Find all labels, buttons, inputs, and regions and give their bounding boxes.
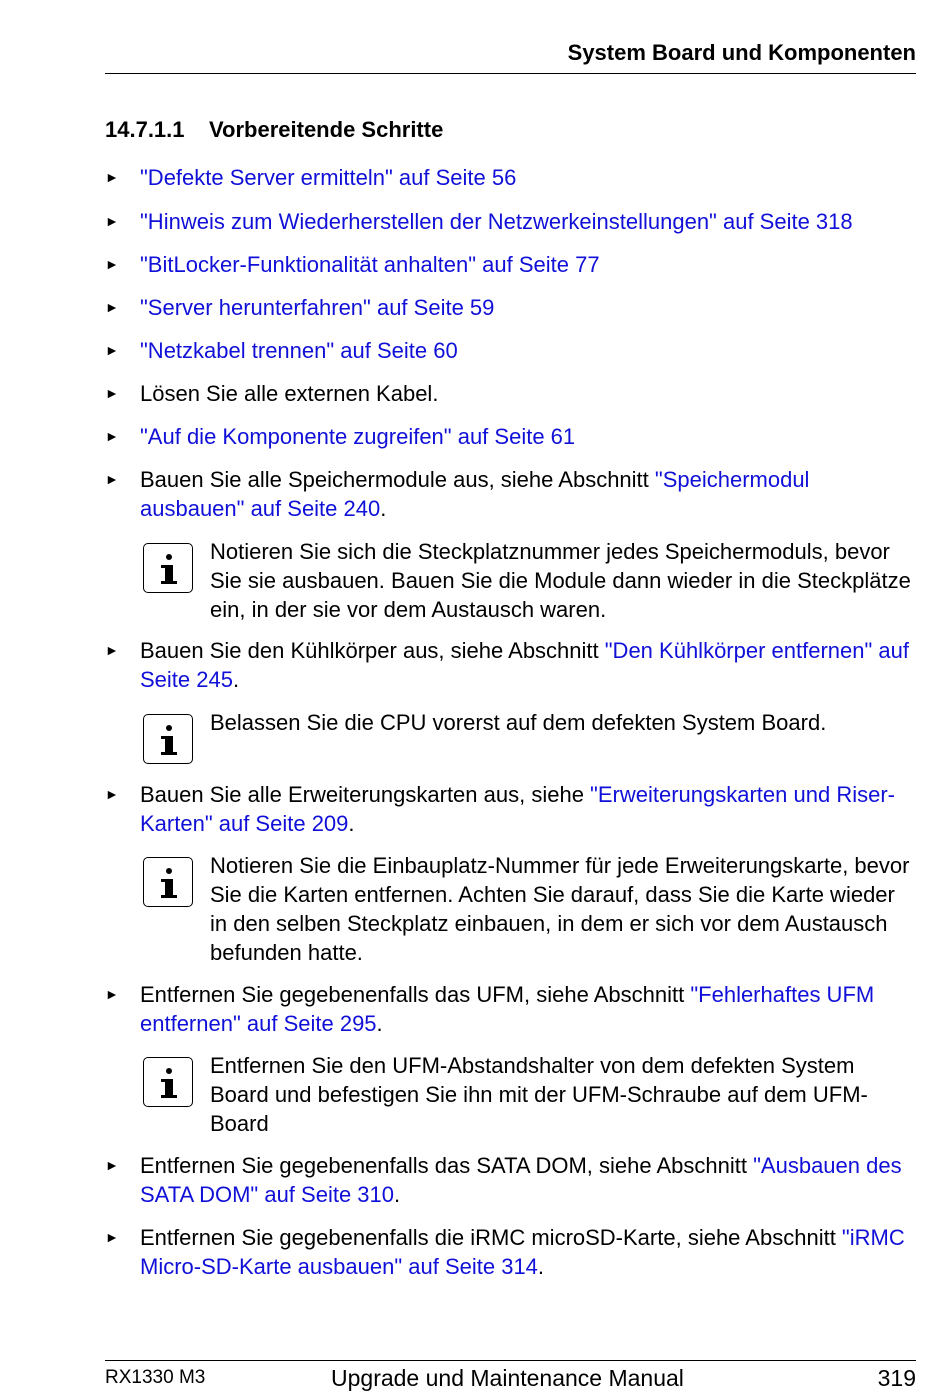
info-icon (143, 543, 193, 593)
step-item (105, 250, 916, 279)
step-item (105, 293, 916, 322)
cross-reference-link[interactable]: "Speichermodul ausbauen" auf Seite 240 (140, 467, 810, 521)
step-text-end: . (380, 496, 387, 521)
step-text: Entfernen Sie gegebenenfalls das SATA DOM, siehe Abschnitt (140, 1153, 754, 1178)
step-item (105, 465, 916, 523)
bullet-arrow-icon: ► (105, 342, 119, 358)
step-item (105, 163, 916, 192)
step-item (105, 336, 916, 365)
bullet-arrow-icon: ► (105, 1157, 119, 1173)
step-text: Lösen Sie alle externen Kabel. (140, 381, 439, 406)
step-item (105, 980, 916, 1038)
footer-rule (105, 1360, 916, 1361)
cross-reference-link[interactable]: "Erweiterungskarten und Riser-Karten" auf Seite 209 (140, 782, 895, 836)
cross-reference-link[interactable]: "Ausbauen des SATA DOM" auf Seite 310 (140, 1153, 902, 1207)
cross-reference-link[interactable]: "Netzkabel trennen" auf Seite 60 (140, 338, 458, 363)
step-text-end: . (348, 811, 355, 836)
bullet-arrow-icon: ► (105, 471, 119, 487)
info-note (143, 1051, 916, 1138)
cross-reference-link[interactable]: "Server herunterfahren" auf Seite 59 (140, 295, 495, 320)
note-text: Notieren Sie sich die Steckplatznummer jedes Speichermoduls, bevor Sie sie ausbauen. Bauen Sie die Module dann wieder in die Steckplätze ein, in der sie vor dem Austausch waren. (210, 539, 911, 622)
step-item (105, 1223, 916, 1281)
note-text: Entfernen Sie den UFM-Abstandshalter von dem defekten System Board und befestigen Sie ihn mit der UFM-Schraube auf dem UFM-Board (210, 1053, 868, 1136)
footer-model: RX1330 M3 (105, 1367, 206, 1388)
bullet-arrow-icon: ► (105, 986, 119, 1002)
step-item (105, 422, 916, 451)
info-icon (143, 857, 193, 907)
footer-manual-title: Upgrade und Maintenance Manual (331, 1365, 684, 1391)
note-text: Notieren Sie die Einbauplatz-Nummer für jede Erweiterungskarte, bevor Sie die Karten entfernen. Achten Sie darauf, dass Sie die Karte wieder in den selben Steckplatz einbauen, in dem er sich vor dem Austausch befunden hatte. (210, 853, 910, 965)
bullet-arrow-icon: ► (105, 1229, 119, 1245)
bullet-arrow-icon: ► (105, 642, 119, 658)
bullet-arrow-icon: ► (105, 385, 119, 401)
note-text: Belassen Sie die CPU vorerst auf dem defekten System Board. (210, 710, 827, 735)
step-item (105, 379, 916, 408)
step-text-end: . (537, 1254, 545, 1279)
cross-reference-link[interactable]: "Fehlerhaftes UFM entfernen" auf Seite 295 (140, 982, 875, 1036)
step-item (105, 207, 916, 236)
bullet-arrow-icon: ► (105, 786, 119, 802)
info-icon (143, 714, 193, 764)
step-text: Entfernen Sie gegebenenfalls das UFM, siehe Abschnitt (140, 982, 691, 1007)
info-note (143, 851, 916, 967)
bullet-arrow-icon: ► (105, 299, 119, 315)
cross-reference-link[interactable]: "Defekte Server ermitteln" auf Seite 56 (140, 165, 517, 190)
bullet-arrow-icon: ► (105, 169, 119, 185)
section-title: Vorbereitende Schritte (209, 117, 444, 142)
step-text: Bauen Sie alle Erweiterungskarten aus, siehe (140, 782, 591, 807)
bullet-arrow-icon: ► (105, 428, 119, 444)
info-note (143, 708, 916, 737)
bullet-arrow-icon: ► (105, 213, 119, 229)
step-item (105, 1151, 916, 1209)
step-text: Entfernen Sie gegebenenfalls die iRMC microSD-Karte, siehe Abschnitt (140, 1225, 842, 1250)
step-text-end: . (376, 1011, 383, 1036)
running-header-title: System Board und Komponenten (567, 40, 916, 65)
cross-reference-link[interactable]: "Den Kühlkörper entfernen" auf Seite 245 (140, 638, 910, 692)
step-text: Bauen Sie alle Speichermodule aus, siehe Abschnitt (140, 467, 655, 492)
section-heading (105, 116, 443, 144)
cross-reference-link[interactable]: "iRMC Micro-SD-Karte ausbauen" auf Seite 314 (140, 1225, 905, 1279)
cross-reference-link[interactable]: "Hinweis zum Wiederherstellen der Netzwerkeinstellungen" auf Seite 318 (140, 209, 853, 234)
step-text-end: . (232, 667, 240, 692)
step-item (105, 780, 916, 838)
step-text-end: . (394, 1182, 401, 1207)
page-number: 319 (877, 1365, 916, 1391)
header-rule (105, 73, 916, 74)
step-item (105, 636, 916, 694)
step-text: Bauen Sie den Kühlkörper aus, siehe Abschnitt (140, 638, 605, 663)
section-number: 14.7.1.1 (105, 117, 185, 142)
bullet-arrow-icon: ► (105, 256, 119, 272)
cross-reference-link[interactable]: "Auf die Komponente zugreifen" auf Seite 61 (140, 424, 576, 449)
info-note (143, 537, 916, 624)
info-icon (143, 1057, 193, 1107)
cross-reference-link[interactable]: "BitLocker-Funktionalität anhalten" auf Seite 77 (140, 252, 600, 277)
